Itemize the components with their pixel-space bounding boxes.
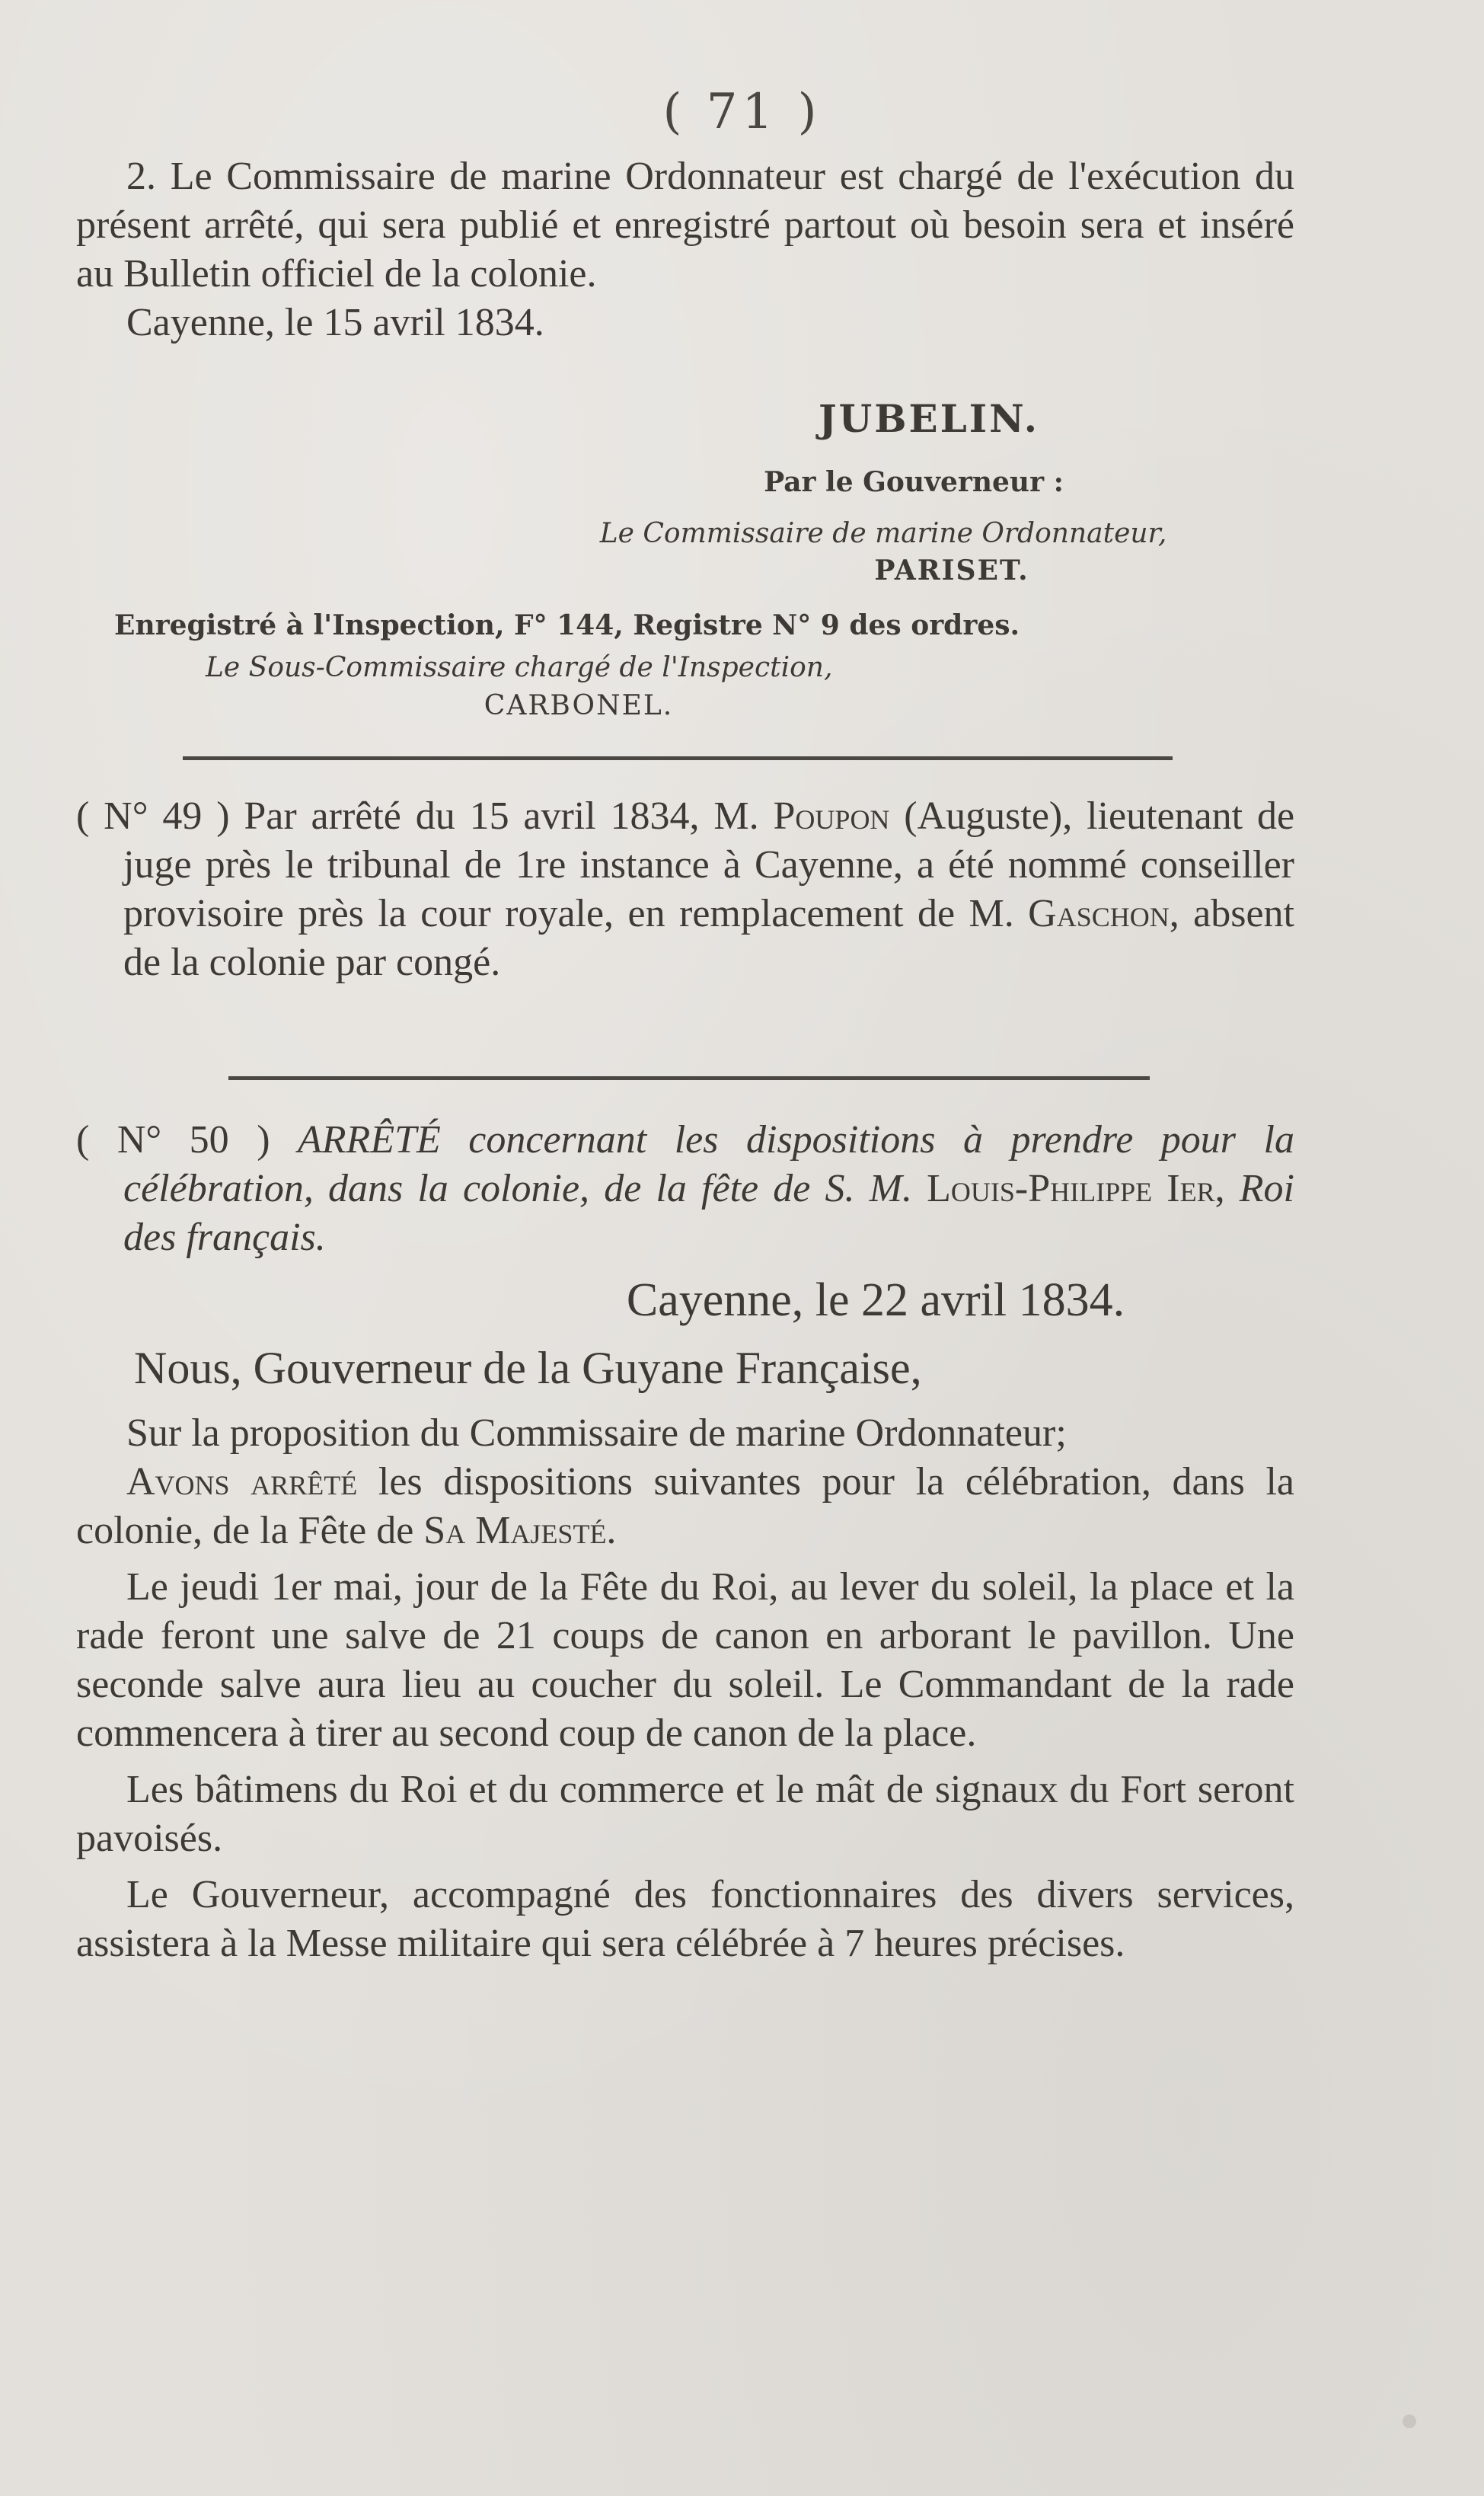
paper-speck bbox=[1403, 2415, 1416, 2428]
article-2-place-date: Cayenne, le 15 avril 1834. bbox=[126, 301, 544, 344]
entry-50-decided bbox=[76, 1458, 1294, 1555]
article-2 bbox=[76, 152, 1294, 347]
page-number: ( 71 ) bbox=[662, 84, 822, 140]
entry-50-proposition: Sur la proposition du Commissaire de marine Ordonnateur; bbox=[126, 1411, 1067, 1455]
separator-rule-2 bbox=[228, 1076, 1150, 1080]
entry-50-title-name: Louis-Philippe Ier, bbox=[927, 1167, 1225, 1210]
entry-50-place-date: Cayenne, le 22 avril 1834. bbox=[626, 1274, 1125, 1326]
article-2-text: 2. Le Commissaire de marine Ordonnateur est chargé de l'exécution du présent arrêté, qui sera publié et enregistré partout où besoin sera et inséré au Bulletin officiel de la colonie. bbox=[76, 155, 1294, 296]
entry-50-title bbox=[76, 1116, 1294, 1262]
entry-49-name-2: Gaschon bbox=[1028, 892, 1170, 935]
entry-50-paragraph-3: Le Gouverneur, accompagné des fonctionnaires des divers services, assistera à la Messe militaire qui sera célébrée à 7 heures précises. bbox=[76, 1873, 1294, 1965]
entry-49-number: ( N° 49 ) bbox=[76, 794, 230, 838]
entry-50-number: ( N° 50 ) bbox=[76, 1118, 270, 1162]
entry-50-paragraph-1: Le jeudi 1er mai, jour de la Fête du Roi, au lever du soleil, la place et la rade feront une salve de 21 coups de canon en arborant le pavillon. Une seconde salve aura lieu au coucher du soleil. Le Commandant de la rade commencera à tirer au second coup de canon de la place. bbox=[76, 1565, 1294, 1755]
registration-line: Enregistré à l'Inspection, F° 144, Registre N° 9 des ordres. bbox=[114, 609, 1020, 641]
by-governor-line: Par le Gouverneur : bbox=[764, 466, 1064, 498]
entry-50-decided-lead: Avons arrêté bbox=[126, 1460, 358, 1504]
entry-49-text-middle: (Auguste), lieutenant de juge près le tribunal de 1re instance à Cayenne, a été nommé conseiller provisoire près la cour royale, en remplacement de M. bbox=[123, 794, 1295, 935]
entry-50-decided-majesty: Sa Majesté. bbox=[423, 1509, 617, 1552]
sous-commissaire-name: CARBONEL. bbox=[483, 690, 674, 721]
separator-rule-1 bbox=[183, 756, 1173, 760]
entry-50-opening bbox=[76, 1341, 1294, 1395]
entry-49-text bbox=[76, 792, 1294, 987]
signature-governor: JUBELIN. bbox=[818, 396, 1040, 441]
entry-50-decided-rest: les dispositions suivantes pour la célébration, dans la colonie, de la Fête de bbox=[76, 1460, 1295, 1552]
commissaire-name: PARISET. bbox=[874, 554, 1029, 586]
entry-49-name-1: Poupon bbox=[773, 794, 890, 838]
entry-49-text-end: , absent de la colonie par congé. bbox=[123, 892, 1294, 984]
entry-49-text-before: Par arrêté du 15 avril 1834, M. bbox=[244, 794, 759, 838]
entry-50-paragraph-2: Les bâtimens du Roi et du commerce et le mât de signaux du Fort seront pavoisés. bbox=[76, 1768, 1294, 1860]
sous-commissaire-title: Le Sous-Commissaire chargé de l'Inspection, bbox=[206, 652, 833, 683]
entry-50-title-part-2: Roi des français. bbox=[123, 1167, 1295, 1259]
entry-49 bbox=[76, 792, 1294, 987]
entry-50-opening-line: Nous, Gouverneur de la Guyane Française, bbox=[134, 1343, 922, 1393]
entry-50-heading bbox=[76, 1116, 1294, 1262]
entry-50-title-part-1: ARRÊTÉ concernant les dispositions à prendre pour la célébration, dans la colonie, de la fête de S. M. bbox=[123, 1118, 1294, 1210]
entry-50-body bbox=[76, 1409, 1294, 1968]
commissaire-title: Le Commissaire de marine Ordonnateur, bbox=[599, 518, 1167, 549]
